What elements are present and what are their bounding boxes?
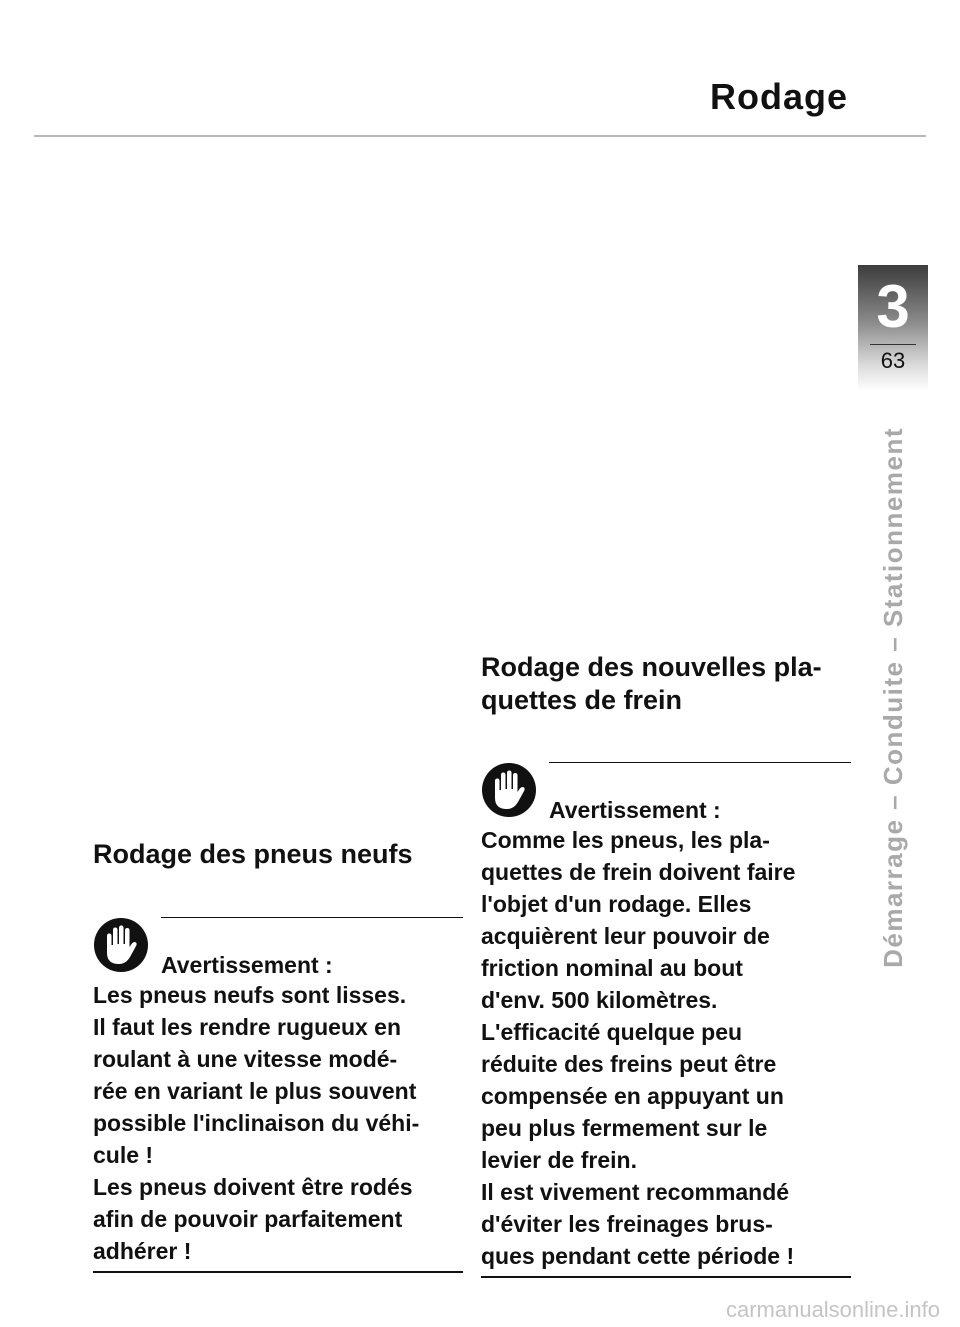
body-line: acquièrent leur pouvoir de	[481, 923, 770, 949]
chapter-tab	[858, 265, 928, 391]
body-line: Il faut les rendre rugueux en	[93, 1014, 402, 1040]
chapter-side-title	[858, 420, 928, 975]
body-line: quettes de frein doivent faire	[481, 859, 796, 885]
chapter-side-title-text: Démarrage – Conduite – Stationnement	[877, 427, 908, 968]
hand-stop-icon	[93, 917, 149, 973]
chapter-number: 3	[876, 273, 910, 340]
body-line: adhérer !	[93, 1238, 192, 1264]
body-line: Il est vivement recommandé	[481, 1179, 790, 1205]
body-line: friction nominal au bout	[481, 955, 743, 981]
body-line: Les pneus doivent être rodés	[93, 1174, 413, 1200]
warning-body	[93, 979, 463, 1267]
warning-rule	[161, 917, 463, 918]
section-heading-line: quettes de frein	[481, 685, 683, 715]
hand-stop-icon	[481, 762, 537, 818]
section-tire-break-in	[93, 838, 463, 1273]
body-line: cule !	[93, 1142, 154, 1168]
page-title: Rodage	[709, 76, 848, 117]
warning-body	[481, 824, 851, 1272]
warning-rule	[549, 762, 851, 763]
page-number: 63	[880, 348, 906, 373]
section-end-rule	[481, 1276, 851, 1278]
warning-header	[93, 917, 463, 979]
section-heading-line: Rodage des nouvelles pla-	[481, 652, 822, 682]
body-line: peu plus fermement sur le	[481, 1115, 768, 1141]
body-line: ques pendant cette période !	[481, 1243, 795, 1269]
body-line: levier de frein.	[481, 1147, 637, 1173]
section-heading: Rodage des pneus neufs	[93, 839, 413, 869]
watermark: carmanualsonline.info	[725, 1297, 940, 1322]
body-line: d'env. 500 kilomètres.	[481, 987, 718, 1013]
section-heading	[481, 651, 851, 717]
body-line: rée en variant le plus souvent	[93, 1078, 417, 1104]
body-line: possible l'inclinaison du véhi-	[93, 1110, 420, 1136]
body-line: d'éviter les freinages brus-	[481, 1211, 773, 1237]
body-line: roulant à une vitesse modé-	[93, 1046, 398, 1072]
body-line: Les pneus neufs sont lisses.	[93, 982, 407, 1008]
warning-header	[481, 762, 851, 824]
body-line: l'objet d'un rodage. Elles	[481, 891, 752, 917]
warning-label: Avertissement :	[549, 797, 721, 823]
body-line: réduite des freins peut être	[481, 1051, 777, 1077]
warning-label: Avertissement :	[161, 952, 333, 978]
body-line: Comme les pneus, les pla-	[481, 827, 770, 853]
section-end-rule	[93, 1271, 463, 1273]
body-line: L'efficacité quelque peu	[481, 1019, 743, 1045]
body-line: compensée en appuyant un	[481, 1083, 784, 1109]
section-brake-pad-break-in	[481, 651, 851, 1278]
body-line: afin de pouvoir parfaitement	[93, 1206, 403, 1232]
chapter-divider	[870, 344, 916, 345]
header-divider	[34, 135, 926, 137]
